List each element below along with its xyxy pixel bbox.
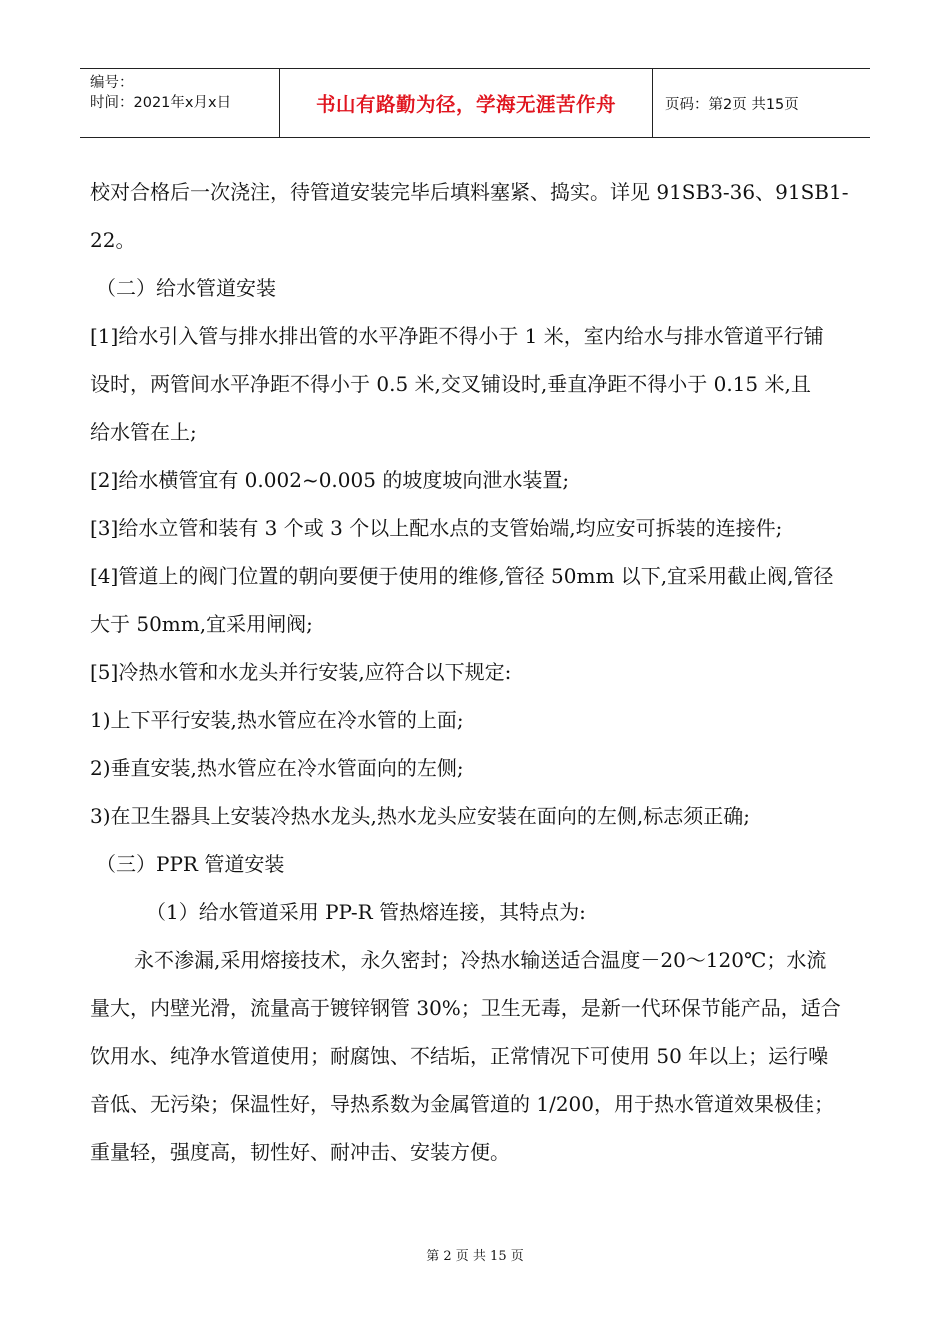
paragraph-line: 永不渗漏,采用熔接技术，永久密封；冷热水输送适合温度－20～120℃；水流	[134, 948, 827, 972]
list-item-line: [4]管道上的阀门位置的朝向要便于使用的维修,管径 50mm 以下,宜采用截止阀,管径	[90, 564, 834, 588]
document-time-label: 时间：2021年x月x日	[90, 95, 232, 111]
list-item-line: [5]冷热水管和水龙头并行安装,应符合以下规定:	[90, 660, 512, 684]
section-heading: （二）给水管道安装	[96, 276, 276, 300]
header-meta	[80, 69, 280, 137]
paragraph-line: 饮用水、纯净水管道使用；耐腐蚀、不结垢，正常情况下可使用 50 年以上；运行噪	[90, 1044, 829, 1068]
list-item-line: 设时，两管间水平净距不得小于 0.5 米,交叉铺设时,垂直净距不得小于 0.15 米,且	[90, 372, 811, 396]
header-page-info: 页码：第2页 共15页	[665, 96, 799, 113]
list-item-line: [1]给水引入管与排水排出管的水平净距不得小于 1 米，室内给水与排水管道平行铺	[90, 324, 824, 348]
paragraph-line: 校对合格后一次浇注，待管道安装完毕后填料塞紧、捣实。详见 91SB3-36、91SB1-	[90, 180, 849, 204]
sub-item-line: 3)在卫生器具上安装冷热水龙头,热水龙头应安装在面向的左侧,标志须正确;	[90, 804, 750, 828]
list-item-line: [3]给水立管和装有 3 个或 3 个以上配水点的支管始端,均应安可拆装的连接件;	[90, 516, 783, 540]
sub-item-line: 1)上下平行安装,热水管应在冷水管的上面;	[90, 708, 464, 732]
paragraph-line: 22。	[90, 228, 136, 252]
list-item-line: （1）给水管道采用 PP-R 管热熔连接，其特点为:	[146, 900, 586, 924]
page-footer: 第 2 页 共 15 页	[426, 1249, 524, 1264]
header-motto: 书山有路勤为径，学海无涯苦作舟	[280, 69, 653, 137]
sub-item-line: 2)垂直安装,热水管应在冷水管面向的左侧;	[90, 756, 464, 780]
list-item-line: 大于 50mm,宜采用闸阀;	[90, 612, 313, 636]
paragraph-line: 重量轻，强度高，韧性好、耐冲击、安装方便。	[90, 1140, 510, 1164]
document-number-label: 编号：	[90, 75, 134, 91]
list-item-line: 给水管在上;	[90, 420, 197, 444]
paragraph-line: 音低、无污染；保温性好，导热系数为金属管道的 1/200，用于热水管道效果极佳；	[90, 1092, 834, 1116]
paragraph-line: 量大，内壁光滑，流量高于镀锌钢管 30%；卫生无毒，是新一代环保节能产品，适合	[90, 996, 841, 1020]
section-heading: （三）PPR 管道安装	[96, 852, 285, 876]
list-item-line: [2]给水横管宜有 0.002~0.005 的坡度坡向泄水装置;	[90, 468, 570, 492]
document-body	[90, 168, 865, 1176]
page-header	[80, 68, 870, 138]
